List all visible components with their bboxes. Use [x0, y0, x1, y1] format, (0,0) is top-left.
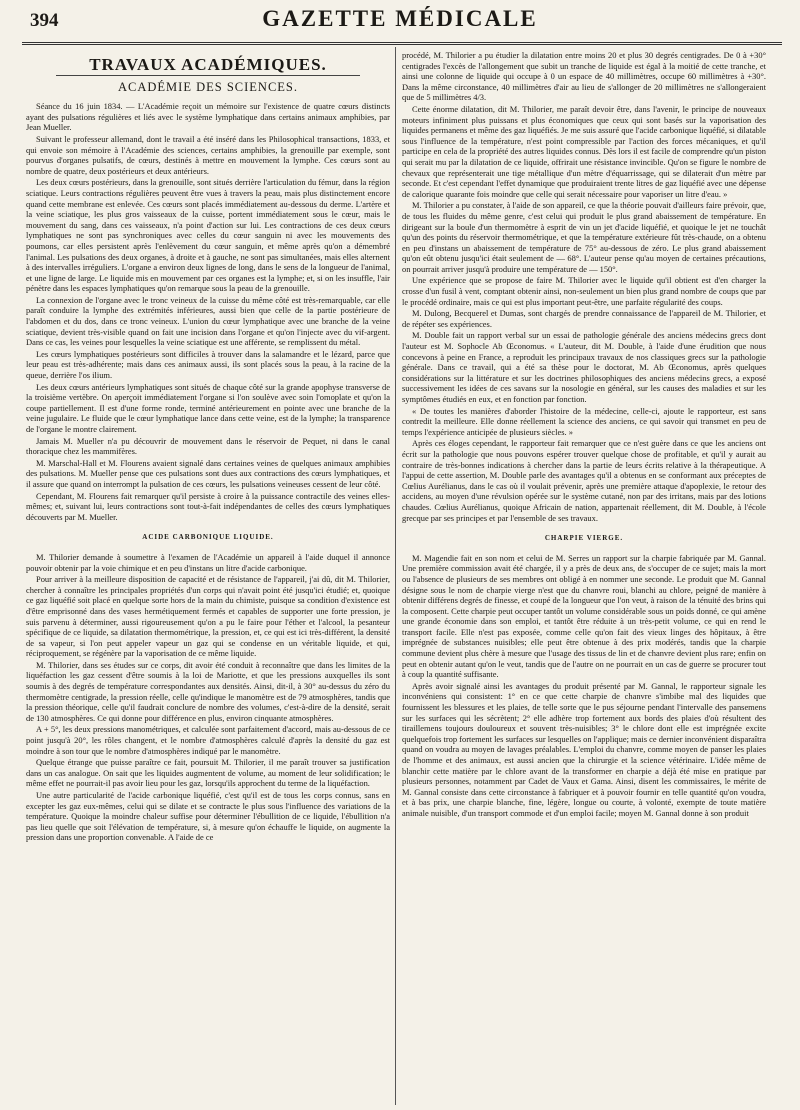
paragraph: M. Marschal-Hall et M. Flourens avaient signalé dans certaines veines de quelques animaux amphibies des pulsations. M. Mueller pense que ces pulsations sont dues aux contractions des cœurs lymphatiques, et il assure que quand on interrompt la pulsation de ces cœurs, les pulsations veineuses cessent de leur côté.	[26, 457, 390, 489]
subhead-charpie-vierge: CHARPIE VIERGE.	[544, 534, 624, 543]
paragraph: Une autre particularité de l'acide carbonique liquéfié, c'est qu'il est de tous les corps connus, sans en excepter les gaz eux-mêmes, celui qui se dilate et se contracte le plus sous l'influence des variations de la température. Quoique la moindre chaleur suffise pour déterminer l'ébullition de ce liquide, l'ébullition n'a pas lieu quelle que soit l'élévation de température, si, à mesure qu'on échauffe le liquide, on augmente la pression dans une proportion convenable. A l'aide de ce	[26, 790, 390, 843]
paragraph: La connexion de l'organe avec le tronc veineux de la cuisse du même côté est très-remarquable, car elle paraît conduire la lymphe des extrémités inférieures, aussi bien que celle de la partie postérieure de l'abdomen et du dos, dans ce tronc veineux. L'union du cœur lymphatique avec une branche de la veine sciatique, devient très-visible quand on fait une incision dans l'organe et qu'on l'injecte avec du vif-argent. Dans ce cas, les veines pour lesquelles la veine sciatique est une afférente, se remplissent du métal.	[26, 294, 390, 348]
column-divider	[395, 47, 396, 1105]
left-column	[26, 50, 390, 1108]
paragraph: M. Thilorier, dans ses études sur ce corps, dit avoir été conduit à reconnaître que dans les limites de la liquéfaction les gaz cessent d'être soumis à la loi de Mariotte, et que les pressions auxquelles ils sont soumis à des degrés de température correspondantes aux densités. Ainsi, dit-il, à 30° au-dessus du zéro du thermomètre centigrade, la pression réelle, celle qu'indique le manomètre est de 79 atmosphères, tandis que la pression théorique, celle qu'il faudrait conclure de nombre des volumes, c'est-à-dire de la densité, serait de 130 atmosphères. Ce qui donne pour différence en plus, environ cinquante atmosphères.	[26, 659, 390, 723]
paragraph: Les cœurs lymphatiques postérieurs sont difficiles à trouver dans la salamandre et le lézard, parce que leur peau est très-adhérente; mais dans ces animaux aussi, ils sont placés sous la peau, à la racine de la queue, derrière l'os ilium.	[26, 348, 390, 381]
paragraph: M. Thilorier demande à soumettre à l'examen de l'Académie un appareil à l'aide duquel il annonce pouvoir obtenir par la voie chimique et en peu d'instans un litre d'acide carbonique.	[26, 551, 390, 573]
paragraph: M. Thilorier a pu constater, à l'aide de son appareil, ce que la théorie pouvait d'ailleurs faire prévoir, que, de tous les fluides du même genre, c'est celui qui produit le plus grand abaissement de température. En dirigeant sur la boule d'un thermomètre à esprit de vin un jet d'acide liquéfié, et quoique le jet ne touchât qu'un des points du réservoir thermométrique, et que la température extérieure fût très-chaude, on a obtenu en peu d'instans un abaissement de température de 75° au-dessous de zéro. Le plus grand abaissement qu'on eût obtenu jusqu'ici était seulement de — 68°. L'auteur pense qu'au moyen de certaines précautions, on pourrait arriver jusqu'à produire une température de — 150°.	[402, 200, 766, 274]
page-number: 394	[30, 10, 59, 31]
paragraph: M. Dulong, Becquerel et Dumas, sont chargés de prendre connaissance de l'appareil de M. Thilorier, et de répéter ses expériences.	[402, 308, 766, 329]
section-subtitle: ACADÉMIE DES SCIENCES.	[118, 79, 298, 94]
right-column	[402, 50, 766, 1108]
paragraph: « De toutes les manières d'aborder l'histoire de la médecine, celle-ci, ajoute le rapporteur, est sans contredit la meilleure. Elle donne réellement la science des anciens, ce qui savoir qui transmet en peu de temps l'expérience anticipée de plusieurs siècles. »	[402, 405, 766, 437]
subhead-acide-carbonique: ACIDE CARBONIQUE LIQUIDE.	[142, 533, 274, 542]
paragraph: Après avoir signalé ainsi les avantages du produit présenté par M. Gannal, le rapporteur signale les inconvéniens qui consistent: 1° en ce que cette charpie de chanvre s'imbibe mal des liquides que fournissent les blessures et les plaies, de telle sorte que le pus séjourne pendant l'intervalle des pansemens sur les surfaces qui les sécrètent; 2° elle adhère trop fortement aux bords des plaies d'où résultent des tiraillemens toujours douloureux et souvent très-nuisibles; 3° le chlore dont elle est imprégnée excite quelquefois trop fortement les surfaces sur lesquelles on l'applique; mais ce dernier inconvénient disparaîtra quand on voudra au moyen de lavages préalables. L'emploi du chanvre, comme moyen de panser les plaies de l'homme et des animaux, est aussi ancien que la chirurgie et la science vétérinaire. L'idée même de blanchir cette matière par le chlore avant de la transformer en charpie a déjà été mise en pratique par plusieurs personnes, notamment par Cadet de Vaux et Gama. Ainsi, disent les commissaires, le mérite de M. Gannal consiste dans cette circonstance à fabriquer et à pouvoir fournir en telle quantité qu'on voudra, et à bas prix, une charpie blanche, fine, légère, longue ou courte, à volonté, exempte de toute matière animale nuisible, d'un transport commode et d'un emploi facile; moyen M. Gannal donne à son produit	[402, 680, 766, 818]
paragraph: M. Magendie fait en son nom et celui de M. Serres un rapport sur la charpie fabriquée par M. Gannal. Une première commission avait été chargée, il y a près de deux ans, de s'occuper de ce sujet; mais la mort ou l'absence de plusieurs de ses membres ont obligé à en nommer une seconde. Le produit que M. Gannal désigne sous le nom de charpie vierge n'est que du chanvre roui, blanchi au chlore, peigné de manière à obtenir différens degrés de finesse, et coupé de la longueur que l'on veut, à raison de la ténuité des brins qui la composent. Cette charpie peut occuper tantôt un volume considérable sous un poids donné, ce qui amène une grande économie dans son emploi, et tantôt être réduite à un très-petit volume, ce qui en rend le transport facile. Elle n'est pas exposée, comme celle qu'on fait des vieux linges des hôpitaux, à être imprégnée de substances nuisibles; elle peut être obtenue à des prix modérés, tandis que la charpie commune devient plus chère à mesure que l'usage des tissus de lin et de chanvre devient plus rare; enfin on peut en obtenir autant qu'on le veut, tandis que de l'autre on ne pourrait en un cas de guerre se procurer tout à coup la quantité suffisante.	[402, 552, 766, 680]
paragraph: Cependant, M. Flourens fait remarquer qu'il persiste à croire à la puissance contractile des veines elles-mêmes; et, suivant lui, leurs contractions sont tout-à-fait indépendantes de celles des cœurs lymphatiques découverts par M. Mueller.	[26, 490, 390, 522]
paragraph: Jamais M. Mueller n'a pu découvrir de mouvement dans le réservoir de Pequet, ni dans le canal thoracique chez les mammifères.	[26, 435, 390, 457]
paragraph: Séance du 16 juin 1834. — L'Académie reçoit un mémoire sur l'existence de quatre cœurs distincts ayant des pulsations régulières et liés avec le système lymphatique dans certains animaux amphibies, par Jean Mueller.	[26, 101, 390, 133]
paragraph: Les deux cœurs antérieurs lymphatiques sont situés de chaque côté sur la grande apophyse transverse de la troisième vertèbre. On aperçoit immédiatement l'organe si l'on soulève avec soin l'omoplate et qu'on la coupe partiellement. Il est d'une forme ronde, terminé antérieurement en pointe avec une branche de la veine jugulaire. Le fluide que le cœur lymphatique lance dans cette veine, est de la lymphe; la transparence de l'organe le montre clairement.	[26, 381, 390, 434]
paragraph: Après ces éloges cependant, le rapporteur fait remarquer que ce n'est guère dans ce que les anciens ont écrit sur la pathologie que nous pouvons espérer trouver quelque chose de profitable, et qu'il y aurait au contraire de très-bonnes indications à chercher dans la partie de leurs écrits relative à la thérapeutique. A l'appui de cette assertion, M. Double parle des avantages qu'il a obtenus en se conformant aux préceptes de Cœlius Aurélianus, dans le cas où il voulait prévenir, après une première attaque d'apoplexie, le retour des accidens, au moyen d'une révulsion opérée sur le système cutané, non par des irritans, mais par des lotions chaudes. Cœlius Aurélianus, quoique Africain de nation, appartenait réellement, dit M. Double, à l'école grecque par ses principes et par l'ensemble de ses travaux.	[402, 438, 766, 523]
paragraph: procédé, M. Thilorier a pu étudier la dilatation entre moins 20 et plus 30 degrés centigrades. De 0 à +30° centigrades l'excès de l'allongement que subit un tranche de liquide est égal à la moitié de cette tranche, et ainsi une colonne de liquide qui occupe à 0 un espace de 40 millimètres, occupe 60 millimètres à +30°. Dans la même circonstance, 40 millimètres d'air au lieu de s'allonger de 20 millimètres ne s'allongeraient que de 5 millimètres 4/3.	[402, 50, 766, 103]
header-rule	[22, 42, 782, 45]
paragraph: Quelque étrange que puisse paraître ce fait, poursuit M. Thilorier, il me paraît trouver sa justification dans un cas analogue. On sait que les liquides augmentent de volume, au moment de leur solidification; le même effet ne pourrait-il pas avoir lieu pour les gaz, lorsqu'ils approchent du terme de la liquéfaction.	[26, 757, 390, 789]
paragraph: Suivant le professeur allemand, dont le travail a été inséré dans les Philosophical transactions, 1833, et qui envoie son mémoire à l'Académie des sciences, certains amphibies, la grenouille par exemple, sont pourvus d'organes pulsatifs, de cœurs, destinés à mettre en mouvement la lymphe. Ces cœurs sont au nombre de quatre, deux postérieurs et deux antérieurs.	[26, 133, 390, 176]
paragraph: M. Double fait un rapport verbal sur un essai de pathologie générale des anciens médecins grecs dont l'auteur est M. Sophocle Ab Œconomus. « L'auteur, dit M. Double, à l'aide d'une érudition que nous concevons à peine en France, a reproduit les principaux travaux de nos classiques grecs sur la pathologie générale. Dans ce travail, qui a été sa thèse pour le doctorat, M. Ab Œconomus, après quelques considérations sur la littérature et sur les doctrines philosophiques des anciens médecins grecs, a exposé successivement les idées de ces savans sur la nosologie en général, sur les causes des maladies et sur les symptômes étudiés en eux, et en fonction par fonction.	[402, 330, 766, 404]
journal-title: GAZETTE MÉDICALE	[262, 6, 538, 31]
paragraph: Cette énorme dilatation, dit M. Thilorier, me paraît devoir être, dans l'avenir, le principe de nouveaux moteurs infiniment plus puissans et plus économiques que ceux qui sont basés sur la vaporisation des liquides permanens et même des gaz liquéfiés. Je me suis assuré que l'acide carbonique liquéfié, si dilatable sous l'influence de la température, n'est point compressible par l'action des forces mécaniques, et qu'il participe en cela de la propriété des autres liquides connus. Dès lors il est facile de comprendre qu'un piston qui serait mu par la dilatation de ce liquide, offrirait une résistance invincible. Qu'on se figure le nombre de chevaux que représenterait une tige métallique d'un mètre d'équarrissage, qui se dilaterait d'un mètre par seconde. Et c'est cependant l'effet dynamique que produiraient trente litres de gaz liquéfié avec une dépense de calorique quarante fois moindre que celle qui serait nécessaire pour vaporiser un litre d'eau. »	[402, 103, 766, 199]
paragraph: A + 5°, les deux pressions manométriques, et calculée sont parfaitement d'accord, mais au-dessous de ce point jusqu'à 20°, les rôles changent, et le nombre d'atmosphères calculé d'après la densité du gaz est moindre à son tour que le nombre d'atmosphères indiqué par le manomètre.	[26, 724, 390, 756]
section-title-rule	[56, 75, 360, 76]
paragraph: Les deux cœurs postérieurs, dans la grenouille, sont situés derrière l'articulation du fémur, dans la région sciatique. Leurs contractions régulières peuvent être vues à travers la peau, mais plus distinctement encore quand cette membrane est enlevée. Ces cœurs sont placés immédiatement au-dessous du derme. L'artère et la veine sciatique, les plus gros vaisseaux de la cuisse, portent immédiatement sous le cœur, mais le mouvement du sang, dans ces vaisseaux, n'a point d'action sur lui. Les contractions de ces deux cœurs lymphatiques ne sont pas synchroniques avec celles du cœur sanguin ni avec les mouvements des poumons, car elles persistent après l'enlèvement du cœur sanguin, et même après qu'on a démembré l'animal. Les pulsations des deux organes, à droite et à gauche, ne sont pas simultanées, mais elles alternent à des intervalles irréguliers. L'organe a environ deux lignes de long, dans le sens de la longueur de l'animal, et une ligne de large. Le liquide mis en mouvement par ces organes est la lymphe; et, si on les insuffle, l'air pénètre dans les espaces lymphatiques qu'on remarque sous la peau de la grenouille.	[26, 177, 390, 294]
section-title: TRAVAUX ACADÉMIQUES.	[89, 55, 327, 74]
paragraph: Une expérience que se propose de faire M. Thilorier avec le liquide qu'il obtient est d'en charger la crosse d'un fusil à vent, comptant obtenir ainsi, non-seulement un bien plus grand nombre de coups que par le procédé ordinaire, mais ce qui est plus important peut-être, une parfaite régularité des coups.	[402, 275, 766, 307]
paragraph: Pour arriver à la meilleure disposition de capacité et de résistance de l'appareil, j'ai dû, dit M. Thilorier, chercher à connaître les principales propriétés d'un corps qui n'avait point été jusqu'ici étudié; et, quoique ce gaz liquéfié soit placé en quelque sorte hors de la main du chimiste, puisque sa condition d'existence est d'être emprisonné dans des vases hermétiquement fermés et capables de supporter une forte pression, je suis parvenu à déterminer, aussi rigoureusement qu'on a pu le faire pour l'éther et l'alcool, la pesanteur spécifique de ce liquide, sa dilatation thermométrique, la pression, et, ce qui est ici très-différent, la densité de sa vapeur, si l'on peut appeler vapeur un gaz qui se condense en un véritable liquide, et qui, réciproquement, se régénère par la vaporisation de ce même liquide.	[26, 574, 390, 659]
